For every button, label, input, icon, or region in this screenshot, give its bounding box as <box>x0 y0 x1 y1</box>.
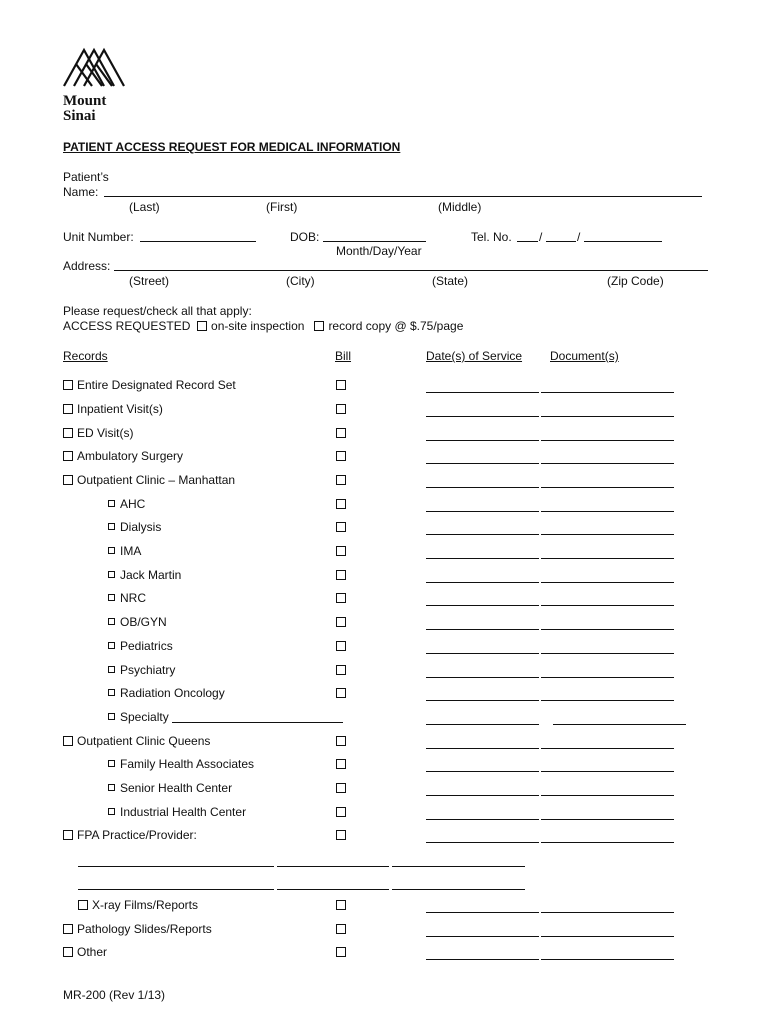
record-subitem <box>108 781 232 795</box>
record-subitem-label: OB/GYN <box>120 615 167 629</box>
record-subitem-label: Family Health Associates <box>120 757 255 771</box>
tel-separator-1: / <box>539 230 543 244</box>
record-subitem-checkbox[interactable] <box>108 571 115 578</box>
document-field[interactable] <box>541 558 674 559</box>
document-field[interactable] <box>541 392 674 393</box>
record-subitem-checkbox[interactable] <box>108 523 115 530</box>
address-field[interactable] <box>114 270 708 271</box>
record-label: FPA Practice/Provider: <box>77 828 197 842</box>
documents-column-header: Document(s) <box>550 349 619 363</box>
bill-checkbox[interactable] <box>336 641 346 651</box>
record-subitem <box>108 615 167 629</box>
onsite-inspection-checkbox[interactable] <box>197 321 207 331</box>
document-field[interactable] <box>541 534 674 535</box>
unit-number-field[interactable] <box>140 241 256 242</box>
date-of-service-field[interactable] <box>426 936 539 937</box>
fpa-provider-field[interactable] <box>277 889 389 890</box>
date-of-service-field[interactable] <box>426 795 539 796</box>
instruction-text: Please request/check all that apply: <box>63 304 252 318</box>
record-subitem-label: Radiation Oncology <box>120 686 225 700</box>
record-item <box>63 378 236 392</box>
record-subitem-label: Jack Martin <box>120 568 182 582</box>
record-label: X-ray Films/Reports <box>92 898 199 912</box>
document-field[interactable] <box>541 842 674 843</box>
bill-checkbox[interactable] <box>336 900 346 910</box>
bill-checkbox[interactable] <box>336 759 346 769</box>
record-subitem-label: Psychiatry <box>120 663 176 677</box>
record-subitem-label: Pediatrics <box>120 639 173 653</box>
record-label: Outpatient Clinic Queens <box>77 734 211 748</box>
bill-checkbox[interactable] <box>336 546 346 556</box>
record-checkbox[interactable] <box>63 736 73 746</box>
record-checkbox[interactable] <box>63 830 73 840</box>
brand-line-1: Mount <box>63 93 107 109</box>
record-checkbox[interactable] <box>63 947 73 957</box>
record-subitem <box>108 686 225 700</box>
bill-column-header: Bill <box>335 349 352 363</box>
date-of-service-field[interactable] <box>426 629 539 630</box>
record-subitem-checkbox[interactable] <box>108 689 115 696</box>
tel-separator-2: / <box>577 230 581 244</box>
record-copy-label: record copy @ $.75/page <box>328 319 464 333</box>
document-field[interactable] <box>541 700 674 701</box>
record-label: Outpatient Clinic – Manhattan <box>77 473 236 487</box>
record-subitem-label: NRC <box>120 591 146 605</box>
bill-checkbox[interactable] <box>336 570 346 580</box>
record-subitem-checkbox[interactable] <box>108 642 115 649</box>
record-subitem-checkbox[interactable] <box>108 808 115 815</box>
record-item <box>63 426 133 440</box>
date-of-service-field[interactable] <box>426 534 539 535</box>
middle-name-caption: (Middle) <box>438 200 482 214</box>
date-of-service-field[interactable] <box>426 440 539 441</box>
document-field[interactable] <box>541 629 674 630</box>
state-caption: (State) <box>432 274 469 288</box>
date-of-service-field[interactable] <box>426 582 539 583</box>
tel-prefix-field[interactable] <box>546 241 576 242</box>
record-subitem-label: Senior Health Center <box>120 781 233 795</box>
onsite-inspection-label: on-site inspection <box>211 319 305 333</box>
bill-checkbox[interactable] <box>336 404 346 414</box>
bill-checkbox[interactable] <box>336 807 346 817</box>
document-field[interactable] <box>541 771 674 772</box>
bill-checkbox[interactable] <box>336 428 346 438</box>
patient-label: Patient’s <box>63 170 109 184</box>
record-checkbox[interactable] <box>63 428 73 438</box>
dob-label: DOB: <box>290 230 320 244</box>
dates-column-header: Date(s) of Service <box>426 349 523 363</box>
date-of-service-field[interactable] <box>426 487 539 488</box>
bill-checkbox[interactable] <box>336 830 346 840</box>
record-subitem <box>108 544 141 558</box>
bill-checkbox[interactable] <box>336 593 346 603</box>
specialty-field[interactable] <box>172 722 343 723</box>
record-item <box>63 922 212 936</box>
record-item <box>63 449 183 463</box>
tel-label: Tel. No. <box>471 230 512 244</box>
record-copy-checkbox[interactable] <box>314 321 324 331</box>
record-label: Pathology Slides/Reports <box>77 922 212 936</box>
zip-caption: (Zip Code) <box>607 274 664 288</box>
bill-checkbox[interactable] <box>336 736 346 746</box>
record-item <box>78 898 198 912</box>
record-checkbox[interactable] <box>63 380 73 390</box>
record-subitem <box>108 568 181 582</box>
record-item <box>63 945 107 959</box>
document-field[interactable] <box>553 724 686 725</box>
date-of-service-field[interactable] <box>426 677 539 678</box>
record-item <box>63 402 163 416</box>
bill-checkbox[interactable] <box>336 451 346 461</box>
bill-checkbox[interactable] <box>336 617 346 627</box>
record-label: Ambulatory Surgery <box>77 449 184 463</box>
access-requested-row <box>63 319 463 333</box>
street-caption: (Street) <box>129 274 170 288</box>
date-of-service-field[interactable] <box>426 912 539 913</box>
fpa-provider-field[interactable] <box>78 889 274 890</box>
fpa-provider-field[interactable] <box>392 866 525 867</box>
dob-format-caption: Month/Day/Year <box>336 244 422 258</box>
document-field[interactable] <box>541 511 674 512</box>
document-field[interactable] <box>541 819 674 820</box>
form-title: PATIENT ACCESS REQUEST FOR MEDICAL INFORMATION <box>63 140 401 154</box>
record-subitem-checkbox[interactable] <box>108 547 115 554</box>
unit-number-label: Unit Number: <box>63 230 134 244</box>
record-subitem-checkbox[interactable] <box>108 594 115 601</box>
record-checkbox[interactable] <box>63 924 73 934</box>
date-of-service-field[interactable] <box>426 605 539 606</box>
record-subitem <box>108 497 145 511</box>
document-field[interactable] <box>541 795 674 796</box>
bill-checkbox[interactable] <box>336 522 346 532</box>
brand-line-2: Sinai <box>63 108 96 124</box>
date-of-service-field[interactable] <box>426 511 539 512</box>
bill-checkbox[interactable] <box>336 783 346 793</box>
address-label: Address: <box>63 259 111 273</box>
bill-checkbox[interactable] <box>336 665 346 675</box>
record-subitem-label: AHC <box>120 497 146 511</box>
document-field[interactable] <box>541 440 674 441</box>
record-checkbox[interactable] <box>78 900 88 910</box>
record-subitem-checkbox[interactable] <box>108 713 115 720</box>
record-subitem <box>108 639 173 653</box>
document-field[interactable] <box>541 582 674 583</box>
bill-checkbox[interactable] <box>336 947 346 957</box>
record-subitem <box>108 520 161 534</box>
date-of-service-field[interactable] <box>426 819 539 820</box>
date-of-service-field[interactable] <box>426 463 539 464</box>
mount-sinai-logo-icon <box>62 44 128 88</box>
record-subitem-label: Dialysis <box>120 520 162 534</box>
date-of-service-field[interactable] <box>426 392 539 393</box>
name-field[interactable] <box>104 196 702 197</box>
record-subitem-checkbox[interactable] <box>108 500 115 507</box>
form-revision: MR-200 (Rev 1/13) <box>63 988 166 1002</box>
date-of-service-field[interactable] <box>426 653 539 654</box>
record-label: Inpatient Visit(s) <box>77 402 163 416</box>
record-subitem-checkbox[interactable] <box>108 618 115 625</box>
date-of-service-field[interactable] <box>426 416 539 417</box>
bill-checkbox[interactable] <box>336 499 346 509</box>
bill-checkbox[interactable] <box>336 688 346 698</box>
record-subitem-checkbox[interactable] <box>108 760 115 767</box>
record-subitem-checkbox[interactable] <box>108 784 115 791</box>
date-of-service-field[interactable] <box>426 959 539 960</box>
tel-line-field[interactable] <box>584 241 662 242</box>
bill-checkbox[interactable] <box>336 380 346 390</box>
record-label: ED Visit(s) <box>77 426 134 440</box>
record-subitem-checkbox[interactable] <box>108 666 115 673</box>
record-subitem <box>108 710 169 724</box>
record-checkbox[interactable] <box>63 451 73 461</box>
access-requested-label: ACCESS REQUESTED <box>63 319 191 333</box>
record-checkbox[interactable] <box>63 404 73 414</box>
document-field[interactable] <box>541 677 674 678</box>
record-item <box>63 734 210 748</box>
fpa-provider-field[interactable] <box>277 866 389 867</box>
record-label: Entire Designated Record Set <box>77 378 236 392</box>
record-subitem-label: IMA <box>120 544 142 558</box>
document-field[interactable] <box>541 605 674 606</box>
date-of-service-field[interactable] <box>426 842 539 843</box>
document-field[interactable] <box>541 487 674 488</box>
record-subitem <box>108 805 246 819</box>
document-field[interactable] <box>541 959 674 960</box>
tel-area-field[interactable] <box>517 241 538 242</box>
dob-field[interactable] <box>323 241 426 242</box>
record-subitem-label: Specialty <box>120 710 169 724</box>
date-of-service-field[interactable] <box>426 748 539 749</box>
record-subitem <box>108 663 175 677</box>
name-label: Name: <box>63 185 99 199</box>
document-field[interactable] <box>541 912 674 913</box>
record-label: Other <box>77 945 108 959</box>
date-of-service-field[interactable] <box>426 558 539 559</box>
fpa-provider-field[interactable] <box>392 889 525 890</box>
document-field[interactable] <box>541 936 674 937</box>
first-name-caption: (First) <box>266 200 298 214</box>
record-subitem <box>108 757 254 771</box>
document-field[interactable] <box>541 748 674 749</box>
bill-checkbox[interactable] <box>336 924 346 934</box>
document-field[interactable] <box>541 416 674 417</box>
records-column-header: Records <box>63 349 108 363</box>
record-item <box>63 828 197 842</box>
record-item <box>63 473 235 487</box>
document-field[interactable] <box>541 463 674 464</box>
bill-checkbox[interactable] <box>336 475 346 485</box>
date-of-service-field[interactable] <box>426 724 539 725</box>
last-name-caption: (Last) <box>129 200 160 214</box>
fpa-provider-field[interactable] <box>78 866 274 867</box>
document-field[interactable] <box>541 653 674 654</box>
record-subitem-label: Industrial Health Center <box>120 805 247 819</box>
record-checkbox[interactable] <box>63 475 73 485</box>
record-subitem <box>108 591 146 605</box>
date-of-service-field[interactable] <box>426 771 539 772</box>
city-caption: (City) <box>286 274 315 288</box>
date-of-service-field[interactable] <box>426 700 539 701</box>
